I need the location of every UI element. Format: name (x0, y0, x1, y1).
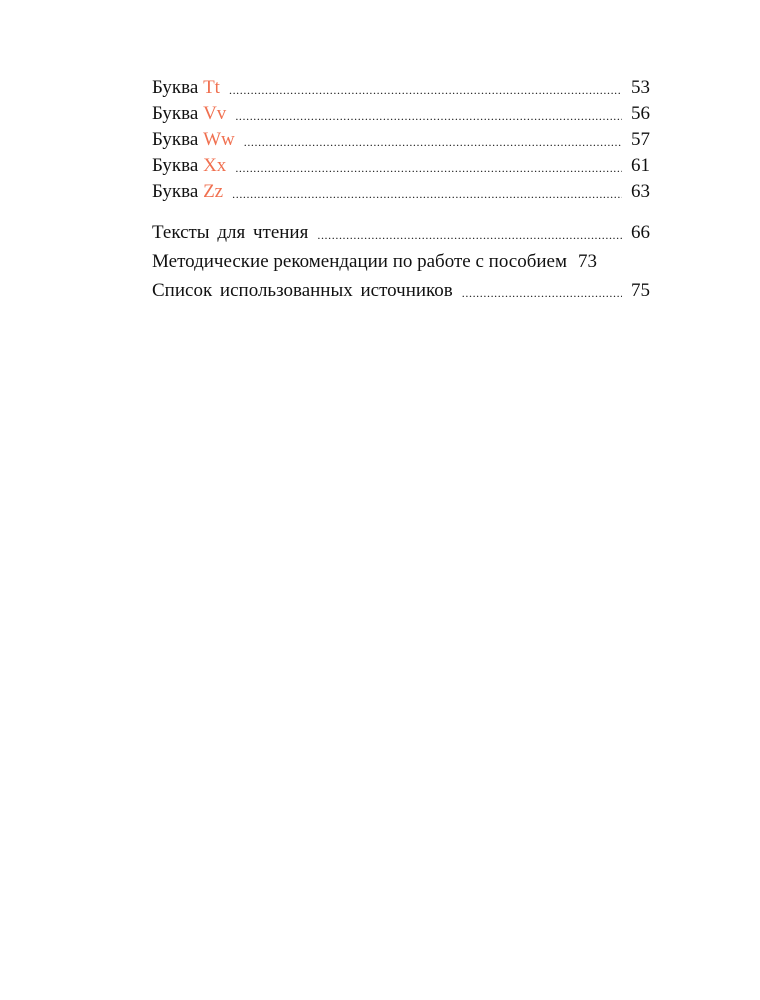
toc-entry-prefix: Буква (152, 128, 199, 150)
toc-entry-letter: Zz (203, 180, 224, 202)
toc-entry-page: 66 (631, 222, 650, 243)
toc-entry-prefix: Буква (152, 180, 199, 202)
toc-letter-group (152, 74, 650, 204)
toc-dot-leader (317, 225, 622, 244)
toc-entry-title: Методические рекомендации по работе с пособием (152, 251, 568, 272)
toc-entry-letter-zz[interactable] (152, 178, 650, 204)
toc-entry-label (152, 104, 226, 123)
toc-entry-letter-tt[interactable] (152, 74, 650, 100)
toc-entry-methodical-recommendations[interactable] (152, 247, 650, 276)
toc-entry-page: 56 (631, 102, 650, 124)
toc-entry-title: Тексты для чтения (152, 222, 309, 243)
toc-entry-page: 75 (631, 280, 650, 301)
toc-entry-references[interactable] (152, 276, 650, 305)
toc-entry-reading-texts[interactable] (152, 218, 650, 247)
toc-dot-leader (232, 184, 622, 203)
toc-entry-page: 57 (631, 128, 650, 150)
toc-entry-prefix: Буква (152, 102, 199, 124)
toc-entry-letter-vv[interactable] (152, 100, 650, 126)
toc-entry-label (152, 78, 220, 97)
toc-dot-leader (244, 132, 622, 151)
toc-entry-letter-xx[interactable] (152, 152, 650, 178)
toc-dot-leader (567, 254, 575, 273)
toc-entry-label (152, 182, 223, 201)
toc-entry-page: 53 (631, 76, 650, 98)
toc-dot-leader (462, 283, 622, 302)
toc-entry-page: 73 (578, 251, 598, 272)
table-of-contents (152, 74, 650, 305)
toc-entry-label (152, 130, 235, 149)
toc-entry-letter-ww[interactable] (152, 126, 650, 152)
toc-section-group (152, 218, 650, 305)
toc-entry-letter: Tt (203, 76, 220, 98)
toc-entry-letter: Vv (203, 102, 227, 124)
toc-entry-page: 61 (631, 154, 650, 176)
toc-entry-letter: Ww (203, 128, 235, 150)
toc-entry-prefix: Буква (152, 154, 199, 176)
toc-entry-label (152, 156, 226, 175)
toc-entry-prefix: Буква (152, 76, 199, 98)
toc-entry-page: 63 (631, 180, 650, 202)
toc-dot-leader (229, 80, 622, 99)
toc-dot-leader (235, 106, 622, 125)
toc-entry-title: Список использованных источников (152, 280, 453, 301)
toc-dot-leader (235, 158, 622, 177)
toc-entry-letter: Xx (203, 154, 227, 176)
